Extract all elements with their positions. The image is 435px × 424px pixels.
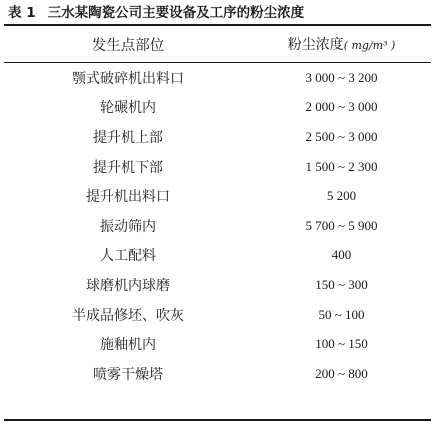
cell-value: 150 ~ 300 [315,276,368,292]
header-unit: ( mg/m³ ) [343,39,396,52]
cell-source: 施釉机内 [100,337,156,354]
table-row [4,211,431,241]
cell-value: 5 200 [326,188,357,204]
cell-source: 颚式破碎机出料口 [72,70,184,87]
cell-source: 喷雾干燥塔 [93,366,163,383]
table-caption [8,2,304,24]
table-row [4,241,431,271]
table-row [4,152,431,182]
cell-source: 振动筛内 [100,218,156,235]
table-row [4,359,431,389]
cell-source: 轮碾机内 [100,100,156,117]
cell-value: 5 700 ~ 5 900 [305,217,378,233]
cell-source: 提升机出料口 [86,189,170,206]
table-row [4,300,431,330]
table-row [4,122,431,152]
table-title: 三水某陶瓷公司主要设备及工序的粉尘浓度 [47,5,305,21]
cell-source: 球磨机内球磨 [86,277,170,294]
table-row [4,181,431,211]
cell-source: 半成品修坯、吹灰 [72,307,184,324]
cell-value: 400 [331,247,352,263]
cell-value: 200 ~ 800 [315,365,368,381]
table-row [4,329,431,359]
header-source: 发生点部位 [91,37,165,54]
table-row [4,93,431,123]
table-body [4,63,431,389]
cell-source: 人工配料 [100,248,156,265]
cell-value: 3 000 ~ 3 200 [305,69,378,85]
header-concentration-label: 粉尘浓度 [287,37,344,53]
table-row [4,270,431,300]
table-number: 表 1 [8,5,36,21]
cell-value: 100 ~ 150 [315,336,368,352]
table-header [4,26,431,62]
cell-source: 提升机下部 [93,159,163,176]
cell-source: 提升机上部 [93,129,163,146]
cell-value: 2 500 ~ 3 000 [305,128,378,144]
table-row [4,63,431,93]
header-concentration [252,34,431,54]
cell-value: 2 000 ~ 3 000 [305,99,378,115]
bottom-rule [4,419,431,421]
cell-value: 1 500 ~ 2 300 [305,158,378,174]
cell-value: 50 ~ 100 [318,306,365,322]
